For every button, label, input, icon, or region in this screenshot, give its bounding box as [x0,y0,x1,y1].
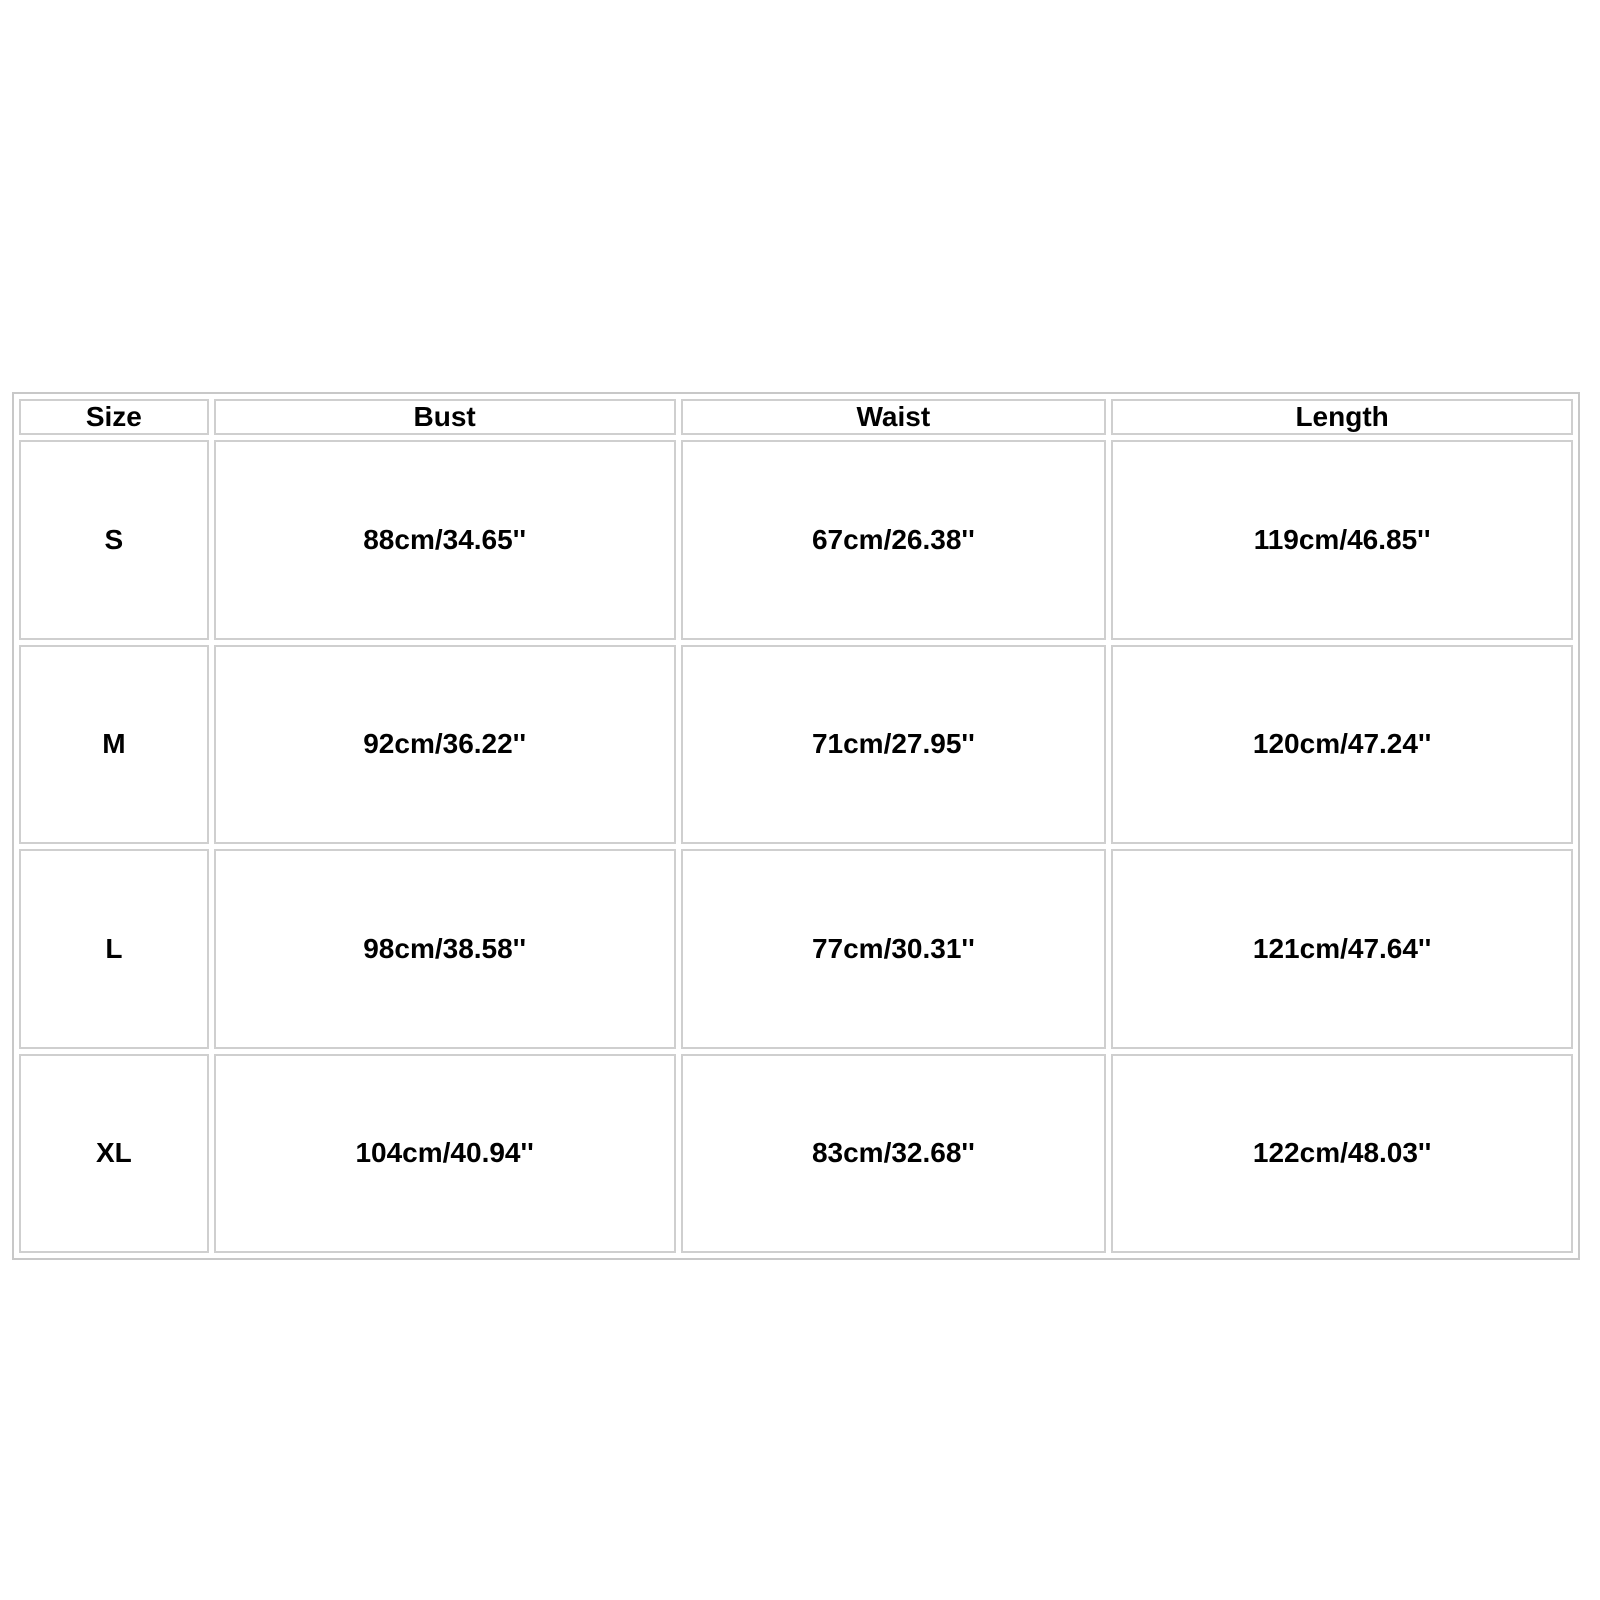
length-cell: 120cm/47.24'' [1111,645,1573,845]
waist-cell: 77cm/30.31'' [681,849,1107,1049]
waist-cell: 71cm/27.95'' [681,645,1107,845]
length-cell: 121cm/47.64'' [1111,849,1573,1049]
header-size: Size [19,399,209,435]
bust-cell: 88cm/34.65'' [214,440,676,640]
size-cell: M [19,645,209,845]
header-bust: Bust [214,399,676,435]
size-cell: L [19,849,209,1049]
table-row [19,849,1573,1049]
size-cell: S [19,440,209,640]
table-row [19,645,1573,845]
header-waist: Waist [681,399,1107,435]
table-row [19,440,1573,640]
header-length: Length [1111,399,1573,435]
size-chart-frame [12,392,1580,1260]
bust-cell: 98cm/38.58'' [214,849,676,1049]
length-cell: 119cm/46.85'' [1111,440,1573,640]
length-cell: 122cm/48.03'' [1111,1054,1573,1254]
table-row [19,1054,1573,1254]
size-chart-table [14,394,1578,1258]
waist-cell: 83cm/32.68'' [681,1054,1107,1254]
header-row [19,399,1573,435]
bust-cell: 92cm/36.22'' [214,645,676,845]
size-cell: XL [19,1054,209,1254]
waist-cell: 67cm/26.38'' [681,440,1107,640]
bust-cell: 104cm/40.94'' [214,1054,676,1254]
